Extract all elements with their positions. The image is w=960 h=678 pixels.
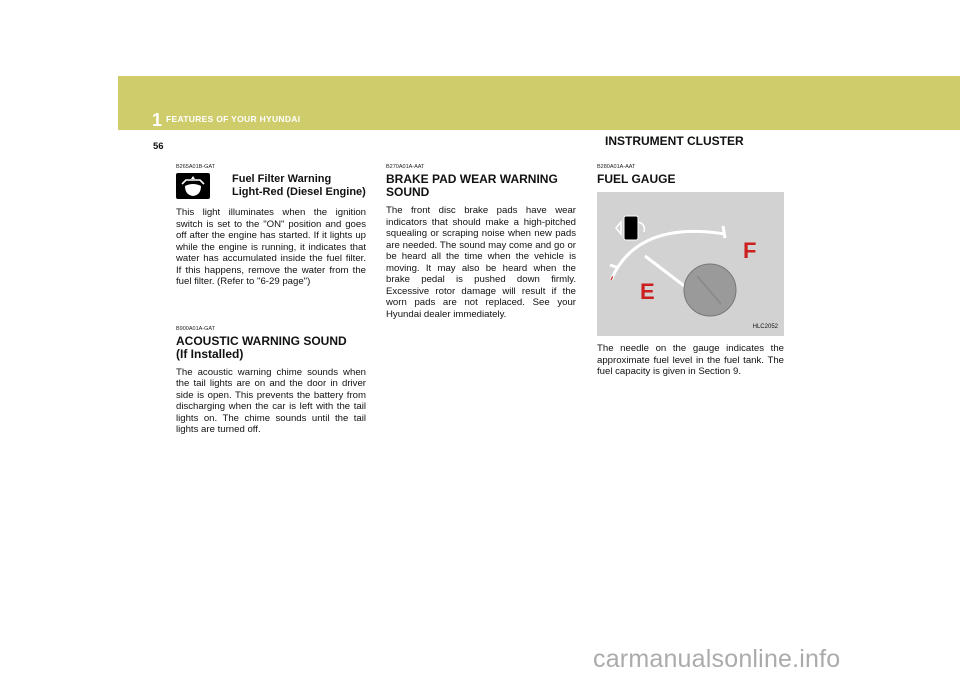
- chapter-title: FEATURES OF YOUR HYUNDAI: [166, 114, 301, 124]
- section-code: B280A01A-AAT: [597, 164, 636, 170]
- full-tick: [723, 226, 725, 238]
- brake-pad-text: The front disc brake pads have wear indicators that should make a high-pitched squealing or scraping noise when new pads are needed. The sound may come and go or be heard all the time when the vehicle is moving. It may also be heard when the brake pedal is pushed down firmly. Excessive rotor damage will result if the worn pads are not replaced. See your Hyundai dealer immediately.: [386, 205, 576, 320]
- figure-id: HLC2052: [752, 324, 778, 330]
- heading-line1: ACOUSTIC WARNING SOUND: [176, 333, 347, 348]
- full-label: F: [743, 238, 757, 263]
- fuel-filter-text: This light illuminates when the ignition switch is set to the "ON" position and goes off after the engine has started. If it lights up while the engine is running, it indicates that water has accumulated inside the fuel filter. If this happens, remove the water from the fuel filter. (Refer to "6-29 page"): [176, 207, 366, 287]
- fuel-pump-icon: [616, 216, 644, 240]
- heading-line2: (If Installed): [176, 346, 244, 361]
- watermark: carmanualsonline.info: [593, 645, 841, 673]
- heading-line2: SOUND: [386, 185, 430, 199]
- warning-title-line2: Light-Red (Diesel Engine): [232, 186, 366, 198]
- fuel-gauge-text: The needle on the gauge indicates the approximate fuel level in the fuel tank. The fuel capacity is given in Section 9.: [597, 343, 784, 377]
- gauge-hub: [684, 264, 736, 316]
- section-code: B900A01A-GAT: [176, 325, 216, 332]
- fuel-gauge-figure: [597, 192, 784, 336]
- section-code: B270A01A-AAT: [386, 164, 425, 170]
- warning-title: [232, 173, 366, 199]
- acoustic-warning-text: The acoustic warning chime sounds when the tail lights are on and the door in driver side is open. This prevents the battery from discharging when the car is left with the tail lights on. The chime sounds until the tail lights are turned off.: [176, 366, 366, 435]
- page-number: 56: [153, 141, 164, 152]
- column-2: [386, 164, 576, 320]
- header-rule: [170, 139, 960, 151]
- warning-title-line1: Fuel Filter Warning: [232, 173, 332, 185]
- warning-title-row: [176, 173, 366, 199]
- section-title: INSTRUMENT CLUSTER: [605, 134, 744, 148]
- fuel-filter-water-icon: [176, 173, 210, 199]
- brake-pad-heading: [386, 173, 576, 199]
- acoustic-warning-heading: [176, 335, 366, 361]
- section-code: B265A01B-GAT: [176, 164, 216, 170]
- fuel-gauge-illustration: [597, 192, 784, 336]
- heading-line1: BRAKE PAD WEAR WARNING: [386, 172, 558, 186]
- fuel-gauge-heading: FUEL GAUGE: [597, 172, 676, 186]
- chapter-number: 1: [152, 110, 163, 130]
- column-1: [176, 164, 366, 436]
- empty-label: E: [640, 279, 655, 304]
- column-3: [597, 164, 784, 378]
